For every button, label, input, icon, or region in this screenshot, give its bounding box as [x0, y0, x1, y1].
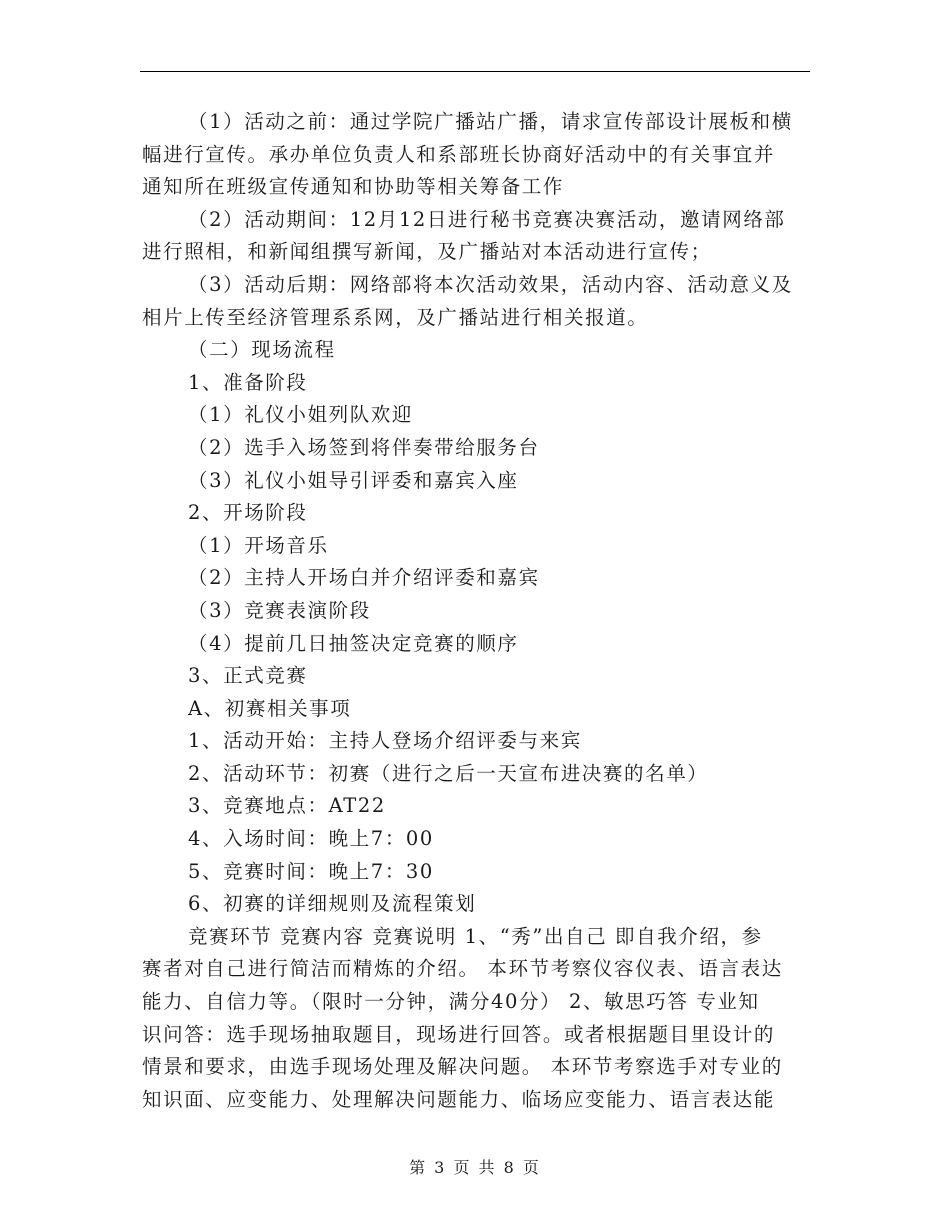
- page-number-footer: 第 3 页 共 8 页: [409, 1158, 541, 1177]
- list-item: 2、活动环节：初赛（进行之后一天宣布进决赛的名单）: [188, 761, 709, 785]
- list-item: （2）主持人开场白并介绍评委和嘉宾: [188, 566, 540, 590]
- text-line-28: 能力、自信力等。（限时一分钟，满分40分） 2、敏思巧答 专业知: [142, 990, 760, 1014]
- header-rule: [140, 71, 810, 72]
- list-item: （1）开场音乐: [188, 533, 329, 557]
- list-item: 6、初赛的详细规则及流程策划: [188, 892, 477, 916]
- subsection-heading: 1、准备阶段: [188, 370, 308, 394]
- text-line-27: 赛者对自己进行简洁而精炼的介绍。 本环节考察仪容仪表、语言表达: [142, 957, 783, 981]
- subsection-heading: 3、正式竞赛: [188, 664, 308, 688]
- subsection-heading: 2、开场阶段: [188, 501, 308, 525]
- list-item: 5、竞赛时间：晚上7：30: [188, 859, 434, 883]
- list-item: （3）礼仪小姐导引评委和嘉宾入座: [188, 468, 519, 492]
- text-line-6: （3）活动后期：网络部将本次活动效果，活动内容、活动意义及: [188, 272, 793, 296]
- list-item: （1）礼仪小姐列队欢迎: [188, 403, 414, 427]
- text-line-29: 识问答：选手现场抽取题目，现场进行回答。或者根据题目里设计的: [142, 1022, 776, 1046]
- text-line-31: 知识面、应变能力、处理解决问题能力、临场应变能力、语言表达能: [142, 1087, 776, 1111]
- subsection-heading: A、初赛相关事项: [188, 696, 352, 720]
- list-item: 4、入场时间：晚上7：00: [188, 827, 434, 851]
- section-heading: （二）现场流程: [188, 338, 336, 362]
- document-body: [142, 106, 810, 1116]
- list-item: （3）竞赛表演阶段: [188, 598, 371, 622]
- list-item: （2）选手入场签到将伴奏带给服务台: [188, 435, 540, 459]
- text-line-30: 情景和要求，由选手现场处理及解决问题。 本环节考察选手对专业的: [142, 1055, 783, 1079]
- list-item: 3、竞赛地点：AT22: [188, 794, 386, 818]
- text-line-5: 进行照相，和新闻组撰写新闻，及广播站对本活动进行宣传；: [142, 240, 712, 264]
- text-line-2: 幅进行宣传。承办单位负责人和系部班长协商好活动中的有关事宜并: [142, 142, 776, 166]
- text-line-3: 通知所在班级宣传通知和协助等相关筹备工作: [142, 175, 565, 199]
- list-item: 1、活动开始：主持人登场介绍评委与来宾: [188, 729, 582, 753]
- text-line-26: 竞赛环节 竞赛内容 竞赛说明 1、“秀”出自己 即自我介绍，参: [188, 924, 763, 948]
- text-line-1: （1）活动之前：通过学院广播站广播，请求宣传部设计展板和横: [188, 110, 793, 133]
- text-line-7: 相片上传至经济管理系系网，及广播站进行相关报道。: [142, 305, 649, 329]
- text-line-4: （2）活动期间：12月12日进行秘书竞赛决赛活动，邀请网络部: [188, 207, 786, 231]
- list-item: （4）提前几日抽签决定竞赛的顺序: [188, 631, 519, 655]
